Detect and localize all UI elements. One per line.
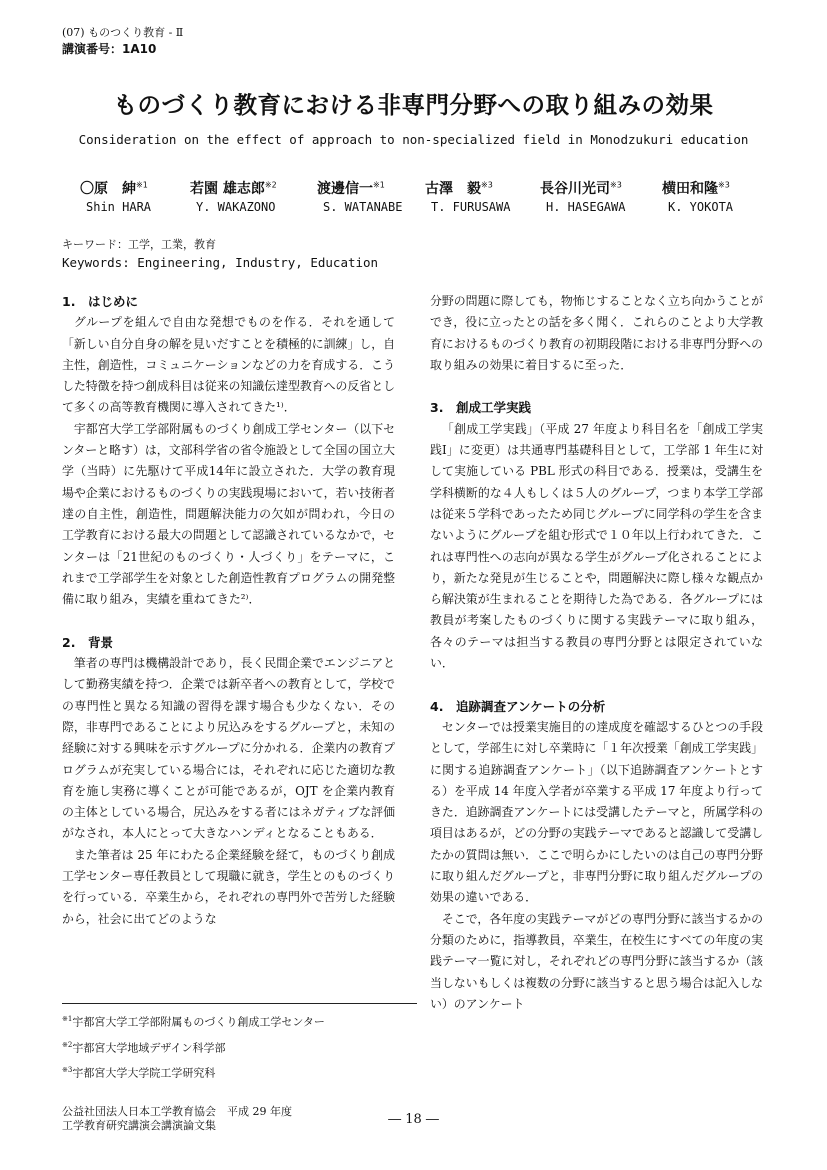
- author-name-jp: 横田和隆: [662, 181, 718, 197]
- paragraph: 宇都宮大学工学部附属ものづくり創成工学センター（以下センターと略す）は，文部科学省の省令施設として全国の国立大学（当時）に先駆けて平成14年に設立された．大学の教育現場や企業におけるものづくりの実践現場において，若い技術者達の自主性，創造性，問題解決能力の欠如が問われ，今日の工学教育における最大の問題として認識されているなかで，センターは「21世紀のものづくり・人づくり」をテーマに，これまで工学部学生を対象とした創造性教育プログラムの開発整備に取り組み，実績を重ねてきた²⁾．: [62, 421, 395, 607]
- section-heading-intro: 1. はじめに: [62, 294, 138, 309]
- keywords-en: Keywords: Engineering, Industry, Education: [62, 255, 379, 270]
- footer-line-1: 公益社団法人日本工学教育協会 平成 29 年度: [62, 1105, 292, 1118]
- affiliation-mark: ※2: [264, 180, 277, 190]
- footnote-mark: ※2: [62, 1040, 73, 1049]
- footnote-rule: [62, 1003, 417, 1004]
- affiliation-mark: ※3: [610, 180, 622, 190]
- footnote-text: 宇都宮大学地域デザイン科学部: [72, 1041, 226, 1055]
- footnote: [62, 1059, 325, 1085]
- paragraph: センターでは授業実施目的の達成度を確認するひとつの手段として，学部生に対し卒業時に「１年次授業「創成工学実践」に関する追跡調査アンケート」（以下追跡調査アンケートとする）を平成 14 年度入学者が卒業する平成 17 年度より行ってきた．追跡調査アンケートには受講したテーマと，所属学科の項目はあるが，どの分野の実践テーマであると認識して受講したかの質問は無い．ここで明らかにしたいのは自己の専門分野に取り組んだグループと，非専門分野に取り組んだグループの効果の違いである．: [430, 719, 763, 905]
- author-name-jp: 若園 雄志郎: [190, 181, 265, 197]
- affiliation-mark: ※3: [481, 180, 493, 190]
- paragraph: また筆者は 25 年にわたる企業経験を経て，ものづくり創成工学センター専任教員として現職に就き，学生とのものづくりを行っている．卒業生から，それぞれの専門外で苦労した経験から，社会に出てどのような: [62, 847, 395, 926]
- author-name-jp: 古澤 毅: [425, 181, 481, 197]
- paragraph: 筆者の専門は機構設計であり，長く民間企業でエンジニアとして勤務実績を持つ．企業では新卒者への教育として，学校での専門性と異なる知識の習得を課す場合も少なくない．その際，非専門であることにより尻込みをするグループと，未知の経験に対する興味を示すグループに分かれる．企業内の教育プログラムが充実している場合には，それぞれに応じた適切な教育を施し実務に導くことが可能であるが，OJT を企業内教育の主体としている場合，尻込みをする者にはネガティブな評価がなされ，本人にとって大きなハンディとなることもある．: [62, 656, 395, 841]
- author-name-en: T. FURUSAWA: [431, 200, 511, 214]
- footnote-mark: ※1: [62, 1015, 73, 1023]
- paragraph: グループを組んで自由な発想でものを作る．それを通して「新しい自分自身の解を見いだすことを積極的に訓練」し，自主性，創造性，コミュニケーションなどの力を育成する．こうした特徴を持つ創成科目は従来の知識伝達型教育への反省として多くの高等教育機関に導入されてきた¹⁾．: [62, 315, 395, 415]
- affiliation-mark: ※3: [718, 180, 730, 190]
- author-name-en: Y. WAKAZONO: [196, 200, 276, 214]
- paragraph: 分野の問題に際しても，物怖じすることなく立ち向かうことができ，役に立ったとの話を多く聞く．これらのことより大学教育におけるものづくり教育の初期段階における非専門分野への取り組みの効果に着目するに至った．: [430, 294, 763, 372]
- section-heading-practice: 3. 創成工学実践: [430, 400, 531, 416]
- paragraph: 「創成工学実践」（平成 27 年度より科目名を「創成工学実践Ⅰ」に変更）は共通専門基礎科目として，工学部 1 年生に対して実施している PBL 形式の科目である．授業は，受講生を学科横断的な４人もしくは５人のグループ，つまり本学工学部は従来５学科であったため同じグループに同学科の学生を含まないようにグループを組む形式で１０年以上行われてきた．これは専門性への志向が異なる学生がグループ化されることにより，新たな発見が生じることや，問題解決に際し様々な観点から解決策が生まれることを期待した為である．各グループには教員が考案したものづくりに関する実践テーマに取り組み，各々のテーマは担当する教員の専門分野とは限定されていない．: [430, 421, 763, 671]
- section-heading-survey: 4. 追跡調査アンケートの分析: [430, 698, 606, 714]
- affiliation-mark: ※1: [136, 180, 148, 190]
- author-name-jp: 渡邊信一: [317, 181, 373, 197]
- section-heading-background: 2. 背景: [62, 634, 113, 650]
- author-name-en: Shin HARA: [86, 200, 152, 214]
- keywords-jp: キーワード：工学，工業，教育: [62, 238, 216, 251]
- left-column: [62, 291, 395, 930]
- author-name-en: K. YOKOTA: [668, 200, 734, 214]
- footnote: [62, 1034, 325, 1060]
- author-name-en: S. WATANABE: [323, 200, 403, 214]
- lecture-code: 講演番号：1A10: [62, 42, 157, 56]
- right-column: [430, 291, 763, 1015]
- author-name-jp: 長谷川光司: [540, 181, 610, 197]
- footnote-text: 宇都宮大学大学院工学研究科: [72, 1066, 216, 1080]
- author-name-en: H. HASEGAWA: [546, 200, 626, 214]
- session-label: (07) ものつくり教育 - Ⅱ: [62, 26, 184, 39]
- footnotes: [62, 1008, 325, 1085]
- paper-title: ものづくり教育における非専門分野への取り組みの効果: [113, 91, 714, 119]
- footnote-mark: ※3: [62, 1066, 73, 1075]
- page-number: ― 18 ―: [388, 1112, 439, 1127]
- author-name-jp: 〇原 紳: [80, 181, 136, 197]
- footnote: [62, 1008, 325, 1034]
- footer-line-2: 工学教育研究講演会講演論文集: [62, 1119, 216, 1132]
- footnote-text: 宇都宮大学工学部附属ものづくり創成工学センター: [72, 1015, 325, 1029]
- paper-subtitle: Consideration on the effect of approach to non-specialized field in Monodzukuri education: [78, 132, 749, 147]
- affiliation-mark: ※1: [373, 180, 385, 190]
- paragraph: そこで，各年度の実践テーマがどの専門分野に該当するかの分類のために，指導教員，卒業生，在校生にすべての年度の実践テーマ一覧に対し，それぞれどの専門分野に該当するか（該当しないもしくは複数の分野に該当すると思う場合は記入しない）のアンケート: [430, 911, 763, 1011]
